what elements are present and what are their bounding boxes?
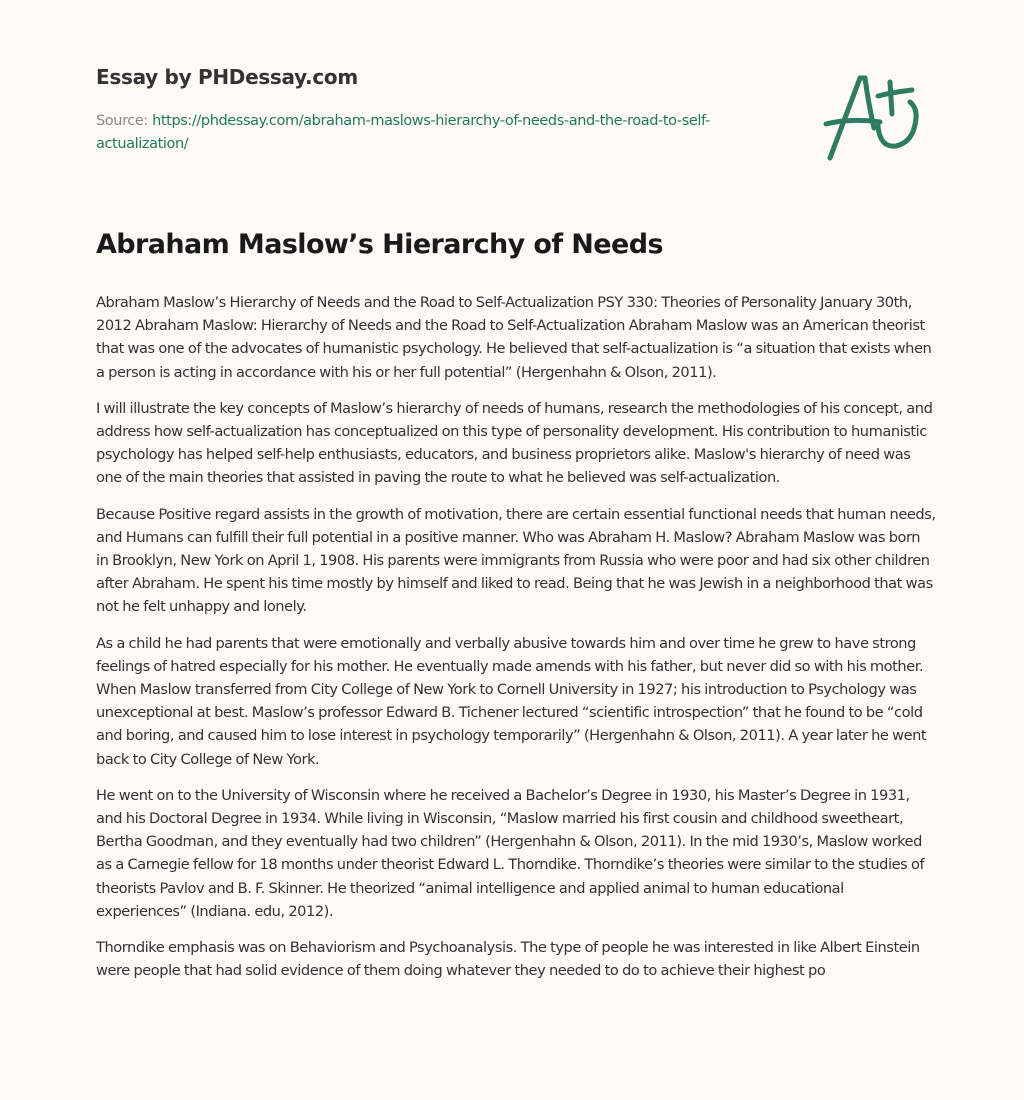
article-body	[96, 291, 936, 982]
source-link[interactable]: https://phdessay.com/abraham-maslows-hierarchy-of-needs-and-the-road-to-self-actualization/	[96, 113, 710, 152]
article	[96, 225, 936, 995]
page-header	[96, 62, 776, 156]
a-plus-grade-icon	[820, 66, 930, 166]
article-paragraph: Thorndike emphasis was on Behaviorism and Psychoanalysis. The type of people he was interested in like Albert Einstein were people that had solid evidence of them doing whatever they needed to do to achieve their highest po	[96, 939, 920, 980]
source-line	[96, 110, 776, 156]
article-paragraph: Abraham Maslow’s Hierarchy of Needs and the Road to Self-Actualization PSY 330: Theories of Personality January 30th, 2012 Abraham Maslow: Hierarchy of Needs and the Road to Self-Actualization Abraham Maslow was an American theorist that was one of the advocates of humanistic psychology. He believed that self-actualization is “a situation that exists when a person is acting in accordance with his or her full potential” (Hergenhahn & Olson, 2011).	[96, 294, 932, 381]
site-title: Essay by PHDessay.com	[96, 65, 358, 89]
article-paragraph: As a child he had parents that were emotionally and verbally abusive towards him and over time he grew to have strong feelings of hatred especially for his mother. He eventually made amends with his father, but never did so with his mother. When Maslow transferred from City College of New York to Cornell University in 1927; his introduction to Psychology was unexceptional at best. Maslow’s professor Edward B. Tichener lectured “scientific introspection” that he found to be “cold and boring, and caused him to lose interest in psychology temporarily” (Hergenhahn & Olson, 2011). A year later he went back to City College of New York.	[96, 634, 927, 768]
article-paragraph: He went on to the University of Wisconsin where he received a Bachelor’s Degree in 1930, his Master’s Degree in 1931, and his Doctoral Degree in 1934. While living in Wisconsin, “Maslow married his first cousin and childhood sweetheart, Bertha Goodman, and they eventually had two children” (Hergenhahn & Olson, 2011). In the mid 1930’s, Maslow worked as a Carnegie fellow for 18 months under theorist Edward L. Thorndike. Thorndike’s theories were similar to the studies of theorists Pavlov and B. F. Skinner. He theorized “animal intelligence and applied animal to human educational experiences” (Indiana. edu, 2012).	[96, 786, 925, 920]
article-title: Abraham Maslow’s Hierarchy of Needs	[96, 229, 663, 260]
article-paragraph: I will illustrate the key concepts of Maslow’s hierarchy of needs of humans, research the methodologies of his concept, and address how self-actualization has conceptualized on this type of personality development. His contribution to humanistic psychology has helped self-help enthusiasts, educators, and business proprietors alike. Maslow's hierarchy of need was one of the main theories that assisted in paving the route to what he believed was self-actualization.	[96, 399, 933, 487]
article-paragraph: Because Positive regard assists in the growth of motivation, there are certain essential functional needs that human needs, and Humans can fulfill their full potential in a positive manner. Who was Abraham H. Maslow? Abraham Maslow was born in Brooklyn, New York on April 1, 1908. His parents were immigrants from Russia who were poor and had six other children after Abraham. He spent his time mostly by himself and liked to read. Being that he was Jewish in a neighborhood that was not he felt unhappy and lonely.	[96, 505, 936, 616]
source-label: Source:	[96, 113, 153, 129]
